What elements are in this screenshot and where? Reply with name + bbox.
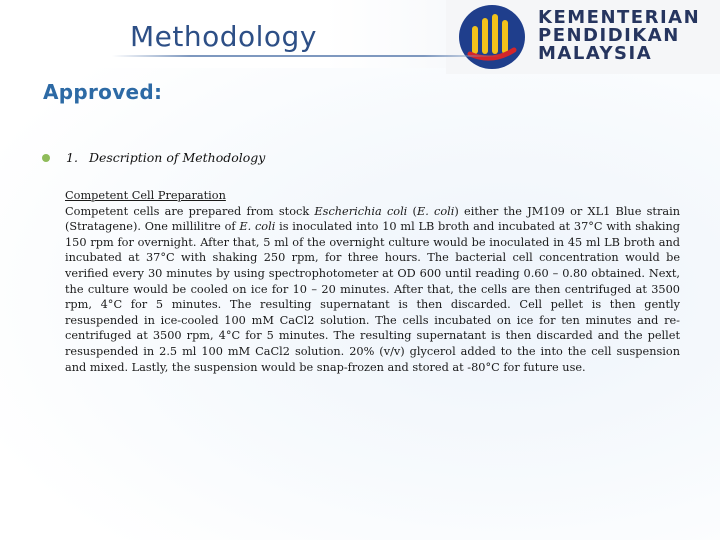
bullet-number: 1. <box>66 150 78 165</box>
para-text-1: Competent cells are prepared from stock <box>65 204 315 218</box>
methodology-paragraph <box>65 204 680 376</box>
bullet-item <box>42 150 265 165</box>
methodology-body <box>65 188 680 375</box>
slide-title: Methodology <box>130 20 317 53</box>
logo-line-1: KEMENTERIAN <box>538 7 701 28</box>
ministry-logo-text <box>538 9 700 63</box>
ministry-logo <box>446 0 720 74</box>
para-text-2: ( <box>407 204 417 218</box>
bullet-text: Description of Methodology <box>88 150 266 165</box>
subheading: Competent Cell Preparation <box>65 189 226 202</box>
title-underline <box>112 55 502 57</box>
logo-line-3: MALAYSIA <box>538 43 653 64</box>
species-abbr-2: E. coli <box>239 220 276 234</box>
species-abbr-1: E. coli <box>416 204 455 218</box>
para-text-3: ) either the JM109 or XL1 Blue strain (Stratagene). One millilitre of <box>65 204 680 234</box>
ministry-emblem-icon <box>458 4 526 70</box>
species-name: Escherichia coli <box>314 204 408 218</box>
para-text-4: is inoculated into 10 ml LB broth and incubated at 37°C with shaking 150 rpm for overnight. After that, 5 ml of the overnight culture would be inoculated in 45 ml LB broth and incubated at 37°C with shaking 250 rpm, for three hours. The bacterial cell concentration would be verified every 30 minutes by using spectrophotometer at OD 600 until reading 0.60 – 0.80 obtained. Next, the culture would be cooled on ice for 10 – 20 minutes. After that, the cells are then centrifuged at 3500 rpm, 4°C for 5 minutes. The resulting supernatant is then discarded. Cell pellet is then gently resuspended in ice-cooled 100 mM CaCl2 solution. The cells incubated on ice for ten minutes and re-centrifuged at 3500 rpm, 4°C for 5 minutes. The resulting supernatant is then discarded and the pellet resuspended in 2.5 ml 100 mM CaCl2 solution. 20% (v/v) glycerol added to the into the cell suspension and mixed. Lastly, the suspension would be snap-frozen and stored at -80°C for future use. <box>65 220 680 374</box>
logo-line-2: PENDIDIKAN <box>538 25 680 46</box>
bullet-dot-icon <box>42 154 50 162</box>
section-heading: Approved: <box>43 80 163 104</box>
